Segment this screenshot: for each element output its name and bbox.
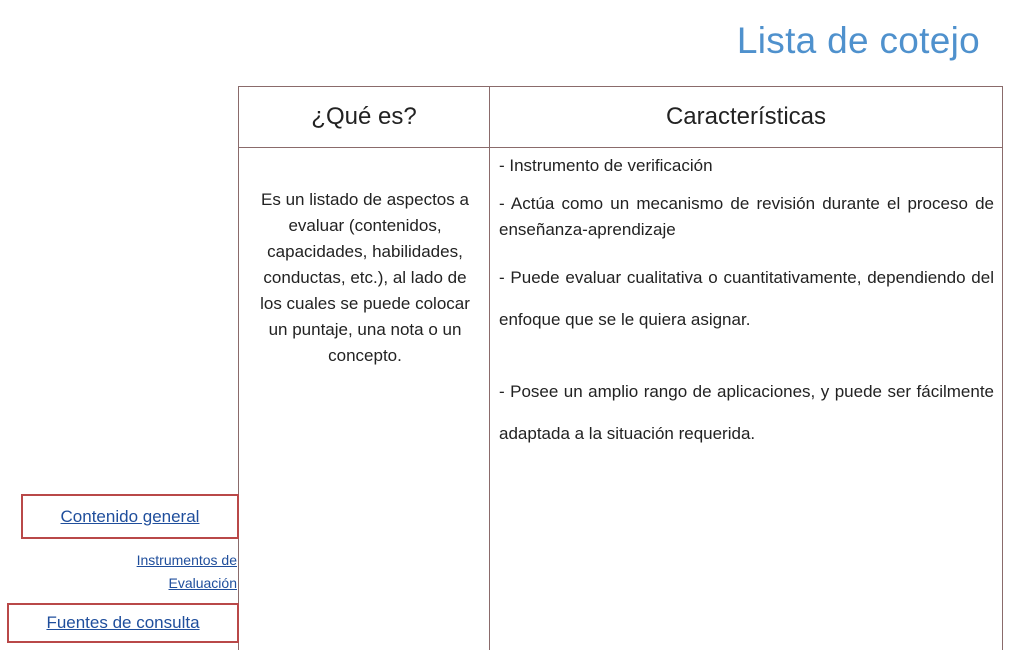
evaluation-instruments-link-line2[interactable]: Evaluación — [168, 575, 237, 591]
characteristics-list — [499, 153, 994, 455]
characteristic-item: - Instrumento de verificación — [499, 156, 713, 175]
characteristic-item: - Posee un amplio rango de aplicaciones, y puede ser fácilmente adaptada a la situación requerida. — [499, 382, 994, 443]
sources-button[interactable]: Fuentes de consulta — [7, 603, 239, 643]
header-divider — [239, 147, 1002, 148]
checklist-table — [238, 86, 1003, 650]
slide-title: Lista de cotejo — [736, 20, 980, 61]
characteristic-item: - Puede evaluar cualitativa o cuantitativamente, dependiendo del enfoque que se le quiera asignar. — [499, 268, 994, 329]
characteristic-item: - Actúa como un mecanismo de revisión durante el proceso de enseñanza-aprendizaje — [499, 194, 994, 239]
column-divider — [489, 87, 490, 650]
evaluation-instruments-link[interactable] — [100, 549, 237, 595]
evaluation-instruments-link-line1[interactable]: Instrumentos de — [136, 552, 237, 568]
definition-text: Es un listado de aspectos a evaluar (contenidos, capacidades, habilidades, conductas, etc.), al lado de los cuales se puede colocar un puntaje, una nota o un concepto. — [260, 190, 470, 365]
general-content-button[interactable]: Contenido general — [21, 494, 239, 539]
header-characteristics: Características — [665, 103, 827, 130]
header-what-is: ¿Qué es? — [311, 103, 417, 130]
